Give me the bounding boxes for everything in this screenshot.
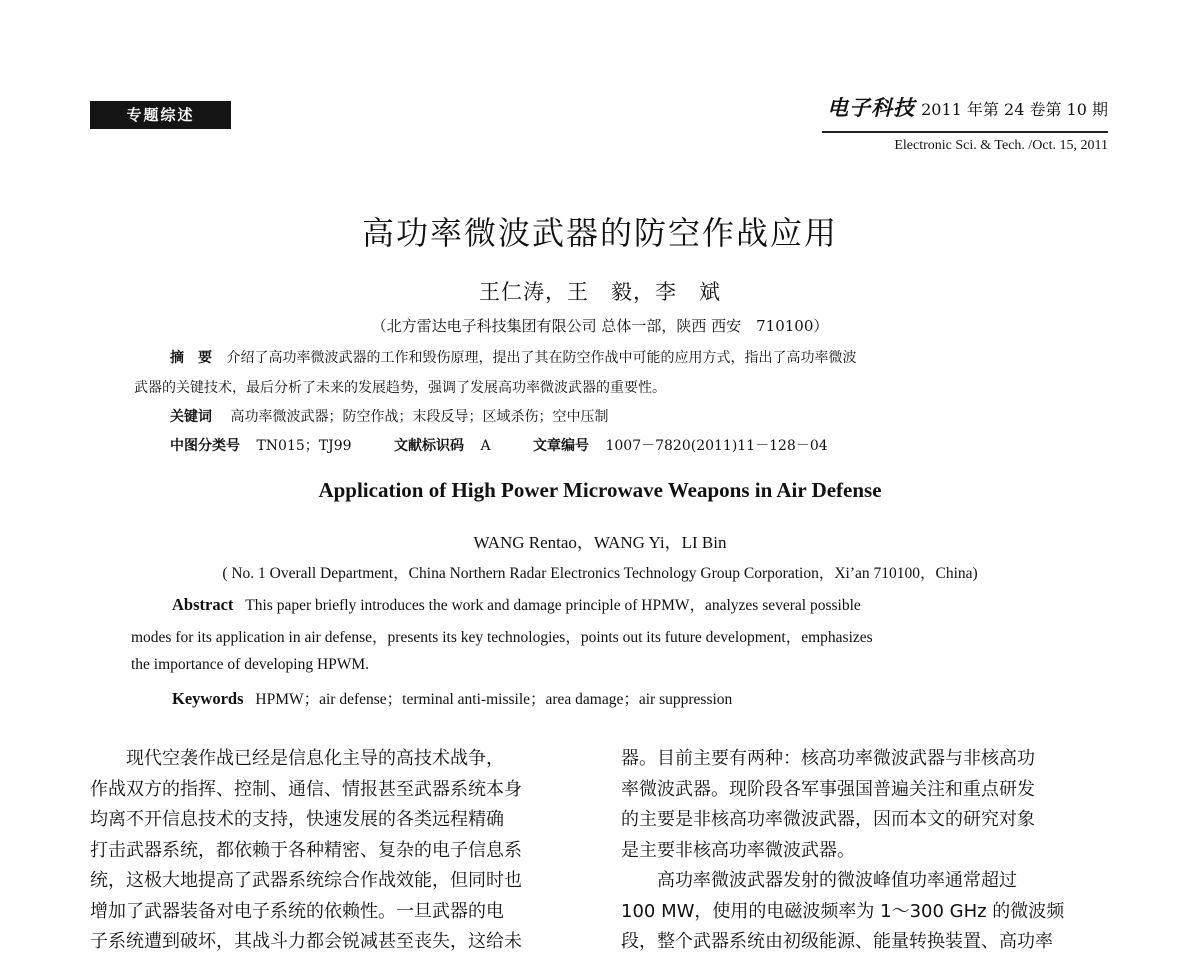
- issue-info-en: Electronic Sci. & Tech. /Oct. 15, 2011: [894, 138, 1108, 153]
- paper-title-cn: 高功率微波武器的防空作战应用: [361, 214, 838, 252]
- header-rule: [822, 131, 1108, 133]
- doc-code-label: 文献标识码: [393, 438, 464, 454]
- body-line: 现代空袭作战已经是信息化主导的高技术战争，: [90, 748, 504, 769]
- affiliation-en: ( No. 1 Overall Department，China Northern Radar Electronics Technology Group Corporation，Xi’an 710100，China): [222, 565, 978, 582]
- abstract-cn-line-1: [170, 347, 856, 367]
- journal-logo: 电子科技: [827, 96, 916, 120]
- article-no-value: 1007－7820(2011)11－128－04: [605, 438, 828, 454]
- keywords-cn-label: 关键词: [170, 409, 212, 425]
- affiliation-cn: （北方雷达电子科技集团有限公司 总体一部，陕西 西安 710100）: [371, 317, 829, 335]
- abstract-en-text-3: the importance of developing HPWM.: [131, 656, 370, 673]
- keywords-en-label: Keywords: [172, 689, 244, 708]
- keywords-en-text: HPMW；air defense；terminal anti-missile；area damage；air suppression: [255, 691, 733, 708]
- body-line: 打击武器系统，都依赖于各种精密、复杂的电子信息系: [90, 839, 522, 861]
- body-line: 率微波武器。现阶段各军事强国普遍关注和重点研发: [621, 778, 1035, 800]
- abstract-en-line-1: [172, 593, 861, 615]
- body-line: 增加了武器装备对电子系统的依赖性。一旦武器的电: [90, 900, 504, 922]
- doc-code-value: A: [480, 438, 491, 454]
- abstract-cn-text-2: 武器的关键技术，最后分析了未来的发展趋势，强调了发展高功率微波武器的重要性。: [134, 380, 666, 396]
- body-line: 子系统遭到破坏，其战斗力都会锐减甚至丧失，这给未: [90, 931, 522, 952]
- abstract-cn-text-1: 介绍了高功率微波武器的工作和毁伤原理，提出了其在防空作战中可能的应用方式，指出了高功率微波: [226, 350, 857, 366]
- classification-line: [170, 435, 828, 455]
- keywords-cn-text: 高功率微波武器；防空作战；末段反导；区域杀伤；空中压制: [230, 409, 609, 425]
- paper-title-en: Application of High Power Microwave Weapons in Air Defense: [318, 478, 882, 502]
- abstract-cn-label: 摘 要: [170, 350, 212, 366]
- keywords-cn: [170, 406, 608, 426]
- abstract-en-text-2: modes for its application in air defense，presents its key technologies，points out its future development，emphasizes: [131, 629, 873, 646]
- abstract-en-text-1: This paper briefly introduces the work and damage principle of HPMW，analyzes several possible: [245, 597, 861, 614]
- body-line: 100 MW，使用的电磁波频率为 1～300 GHz 的微波频: [621, 900, 1065, 922]
- body-line: 高功率微波武器发射的微波峰值功率通常超过: [621, 870, 1017, 891]
- body-line: 段，整个武器系统由初级能源、能量转换装置、高功率: [621, 931, 1053, 952]
- authors-cn: 王仁涛，王 毅，李 斌: [479, 280, 721, 304]
- article-no-label: 文章编号: [533, 438, 590, 454]
- abstract-en-label: Abstract: [172, 595, 234, 614]
- body-line: 的主要是非核高功率微波武器，因而本文的研究对象: [621, 809, 1035, 830]
- body-line: 均离不开信息技术的支持，快速发展的各类远程精确: [90, 809, 504, 830]
- body-line: 统，这极大地提高了武器系统综合作战效能，但同时也: [90, 870, 522, 891]
- clc-label: 中图分类号: [170, 438, 240, 454]
- clc-value: TN015；TJ99: [256, 438, 352, 454]
- body-line: 作战双方的指挥、控制、通信、情报甚至武器系统本身: [90, 778, 522, 800]
- authors-en: WANG Rentao，WANG Yi，LI Bin: [473, 533, 727, 552]
- body-line: 是主要非核高功率微波武器。: [621, 839, 855, 861]
- keywords-en: [172, 687, 732, 709]
- body-line: 器。目前主要有两种：核高功率微波武器与非核高功: [621, 748, 1035, 769]
- issue-info-cn: 2011 年第 24 卷第 10 期: [921, 100, 1108, 119]
- body-column-right: [621, 744, 1121, 958]
- body-column-left: [90, 744, 590, 958]
- journal-header: [827, 92, 1108, 122]
- section-tag: 专题综述: [90, 101, 231, 129]
